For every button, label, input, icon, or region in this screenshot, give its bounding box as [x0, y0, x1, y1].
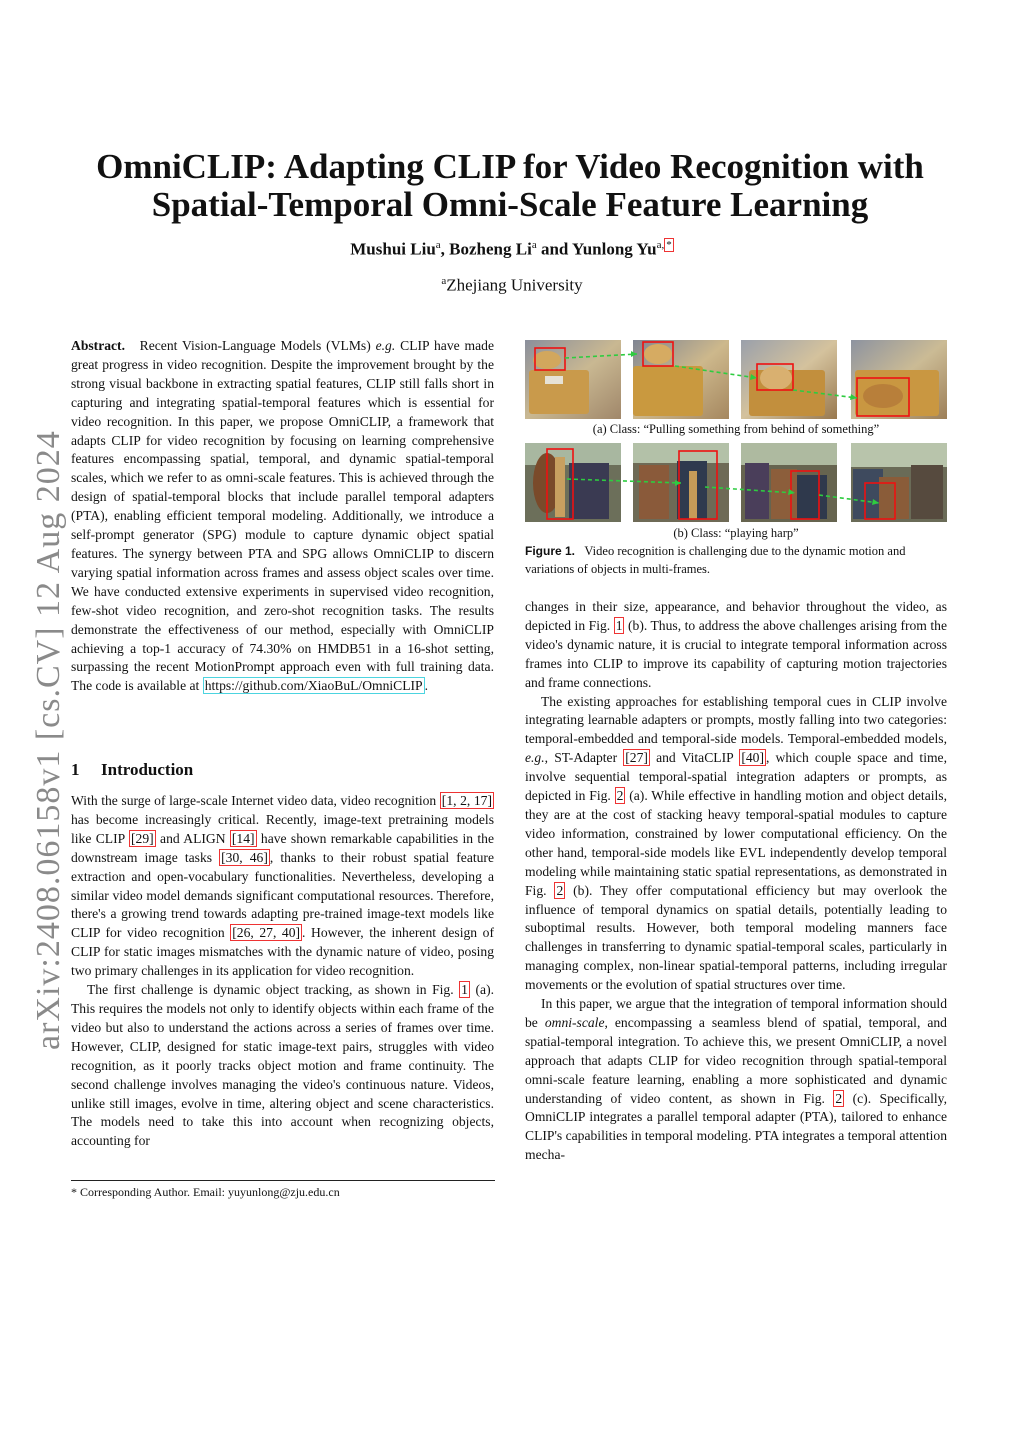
abstract-label: Abstract.	[71, 338, 125, 353]
figure-link[interactable]: 2	[835, 1090, 843, 1106]
footnote-link[interactable]: *	[666, 239, 672, 251]
citation-link[interactable]: [1, 2, 17]	[441, 793, 492, 808]
footnote: * Corresponding Author. Email: yuyunlong@zju.edu.cn	[71, 1185, 340, 1199]
section-heading: 1 Introduction	[71, 760, 194, 779]
paper-title: OmniCLIP: Adapting CLIP for Video Recognition with Spatial-Temporal Omni-Scale Feature Learning	[96, 147, 924, 224]
figure-caption: Figure 1. Video recognition is challenging due to the dynamic motion and variations of objects in multi-frames.	[525, 544, 906, 576]
citation-link[interactable]: [27]	[625, 750, 648, 766]
affiliation: $^a$Zhejiang University	[441, 275, 583, 295]
figure-link[interactable]: 2	[616, 788, 624, 804]
author-list: Mushui Liu$^a$, Bozheng Li$^a$ and Yunlong $Yu^{a,}$ *	[350, 239, 672, 259]
citation-link[interactable]: [14]	[231, 830, 255, 846]
author-1: Mushui Liu	[350, 239, 436, 259]
subfigure-b-caption: (b) Class: “playing harp”	[673, 526, 799, 540]
footnote-rule	[71, 1180, 495, 1181]
arxiv-watermark: arXiv:2408.06158v1 [cs.CV] 12 Aug 2024	[30, 430, 67, 1050]
figure-link[interactable]: 2	[556, 882, 564, 898]
right-column-body: changes in their size, appearance, and behavior throughout the video, as depicted in Fig. 1 (b). Thus, to address the above challenges arising from the video's dynamic nature, it is crucial to integrate temporal information across frames into CLIP to improve its capability of capturing motion trajectories and frame connections. The existing approaches for establishing temporal cues in CLIP involve integrating learnable adapters or prompts, mostly falling into two categories: temporal-embedded and temporal-side models. Temporal-embedded models, e.g., ST-Adapter [27] and VitaCLIP [40] , which couple space and time, involve sequential temporal-spatial integration adapters or prompts, as depicted in Fig. 2 (a). While effective in handling motion and object details, they are at the cost of stacking heavy temporal-spatial modules to capture video information, constrained by lower computational efficiency. On the other hand, temporal-side models like EVL independently develop temporal modeling while maintaining static spatial representations, as demonstrated in Fig. 2 (b). They offer computational efficiency but may overlook the influence of temporal dynamics on spatial details, potentially leading to suboptimal results. However, both temporal modeling manners face challenges in transferring to dynamic spatial-temporal scales, particularly in managing complex, non-linear spatial-temporal patterns, including irregular movements or the evolution of spatial structures over time. In this paper, we argue that the integration of temporal information should be omni-scale, encompassing a seamless blend of spatial, temporal, and spatial-temporal integration. To achieve this, we present OmniCLIP, a novel approach that adapts CLIP for video recognition through spatial-temporal omni-scale feature learning, enabling a more sophisticated and dynamic understanding of video content, as shown in Fig. 2 (c). Specifically, OmniCLIP integrates a parallel temporal adapter (PTA), tailored to enhance CLIP's capabilities in temporal modeling. PTA integrates a temporal attention mecha-	[525, 599, 947, 1163]
code-url-link[interactable]: https://github.com/XiaoBuL/OmniCLIP	[204, 678, 423, 694]
subfigure-a-caption: (a) Class: “Pulling something from behind of something”	[592, 422, 880, 436]
abstract: Abstract. Recent Vision-Language Models (VLMs) e.g. CLIP have made great progress in video recognition. Despite the improvement brought by the strong visual backbone in extracting spatial features, CLIP still falls short in capturing and integrating spatial-temporal features which is essential for video recognition. In this paper, we propose OmniCLIP, a framework that adapts CLIP for video recognition by focusing on learning comprehensive features encompassing spatial, temporal, and dynamic spatial-temporal scales, which we refer to as omni-scale features. This is achieved through the design of spatial-temporal blocks that include parallel temporal adapters (PTA), enabling efficient temporal modeling. Additionally, we introduce a self-prompt generator (SPG) module to capture dynamic object spatial features. The synergy between PTA and SPG allows OmniCLIP to discern varying spatial information across frames and assess object scales over time. We have conducted extensive experiments in supervised video recognition, few-shot video recognition, and zero-shot recognition tasks. The results demonstrate the effectiveness of our method, especially with OmniCLIP achieving a top-1 accuracy of 74.30% on HMDB51 in a 16-shot setting, surpassing the recent MotionPrompt approach even with full training data. The code is available at https://github.com/XiaoBuL/OmniCLIP .	[71, 338, 494, 694]
author-2: Bozheng Li	[449, 239, 532, 259]
citation-link[interactable]: [29]	[131, 830, 154, 846]
frames-row-b	[525, 443, 947, 522]
citation-link[interactable]: [26, 27, 40]	[232, 925, 301, 941]
figure-link[interactable]: 1	[615, 617, 623, 633]
author-3: Yunlong Yu	[572, 239, 657, 259]
citation-link[interactable]: [40]	[741, 750, 764, 766]
figure-link[interactable]: 1	[461, 982, 468, 998]
tracking-arrows	[525, 443, 947, 522]
tracking-arrows	[525, 340, 947, 419]
citation-link[interactable]: [30, 46]	[221, 849, 268, 865]
frames-row-a	[525, 340, 947, 419]
introduction-body: With the surge of large-scale Internet video data, video recognition [1, 2, 17] has become increasingly critical. Recently, image-text pretraining models like CLIP [29] and ALIGN [14] have shown remarkable capabilities in the downstream image tasks [30, 46] , thanks to their robust spatial feature extraction and open-vocabulary functionalities. Nevertheless, developing a similar video model demands significant computational resources. Therefore, there's a growing trend towards adapting pre-trained image-text models like CLIP for video recognition [26, 27, 40] . However, the inherent design of CLIP for static images mismatches with the dynamic nature of video, posing two primary challenges in its application for video recognition. The first challenge is dynamic object tracking, as shown in Fig. 1 (a). This requires the models not only to identify objects within each frame of the video but also to understand the actions across a series of frames over time. However, CLIP, designed for static image-text pairs, struggles with video recognition, as it poorly tracks object motion and frame continuity. The second challenge involves managing the video's continuous nature. Videos, unlike still images, evolve in time, altering object and scene characteristics. The models need to take this into account when recognizing objects, accounting for	[71, 793, 494, 1149]
